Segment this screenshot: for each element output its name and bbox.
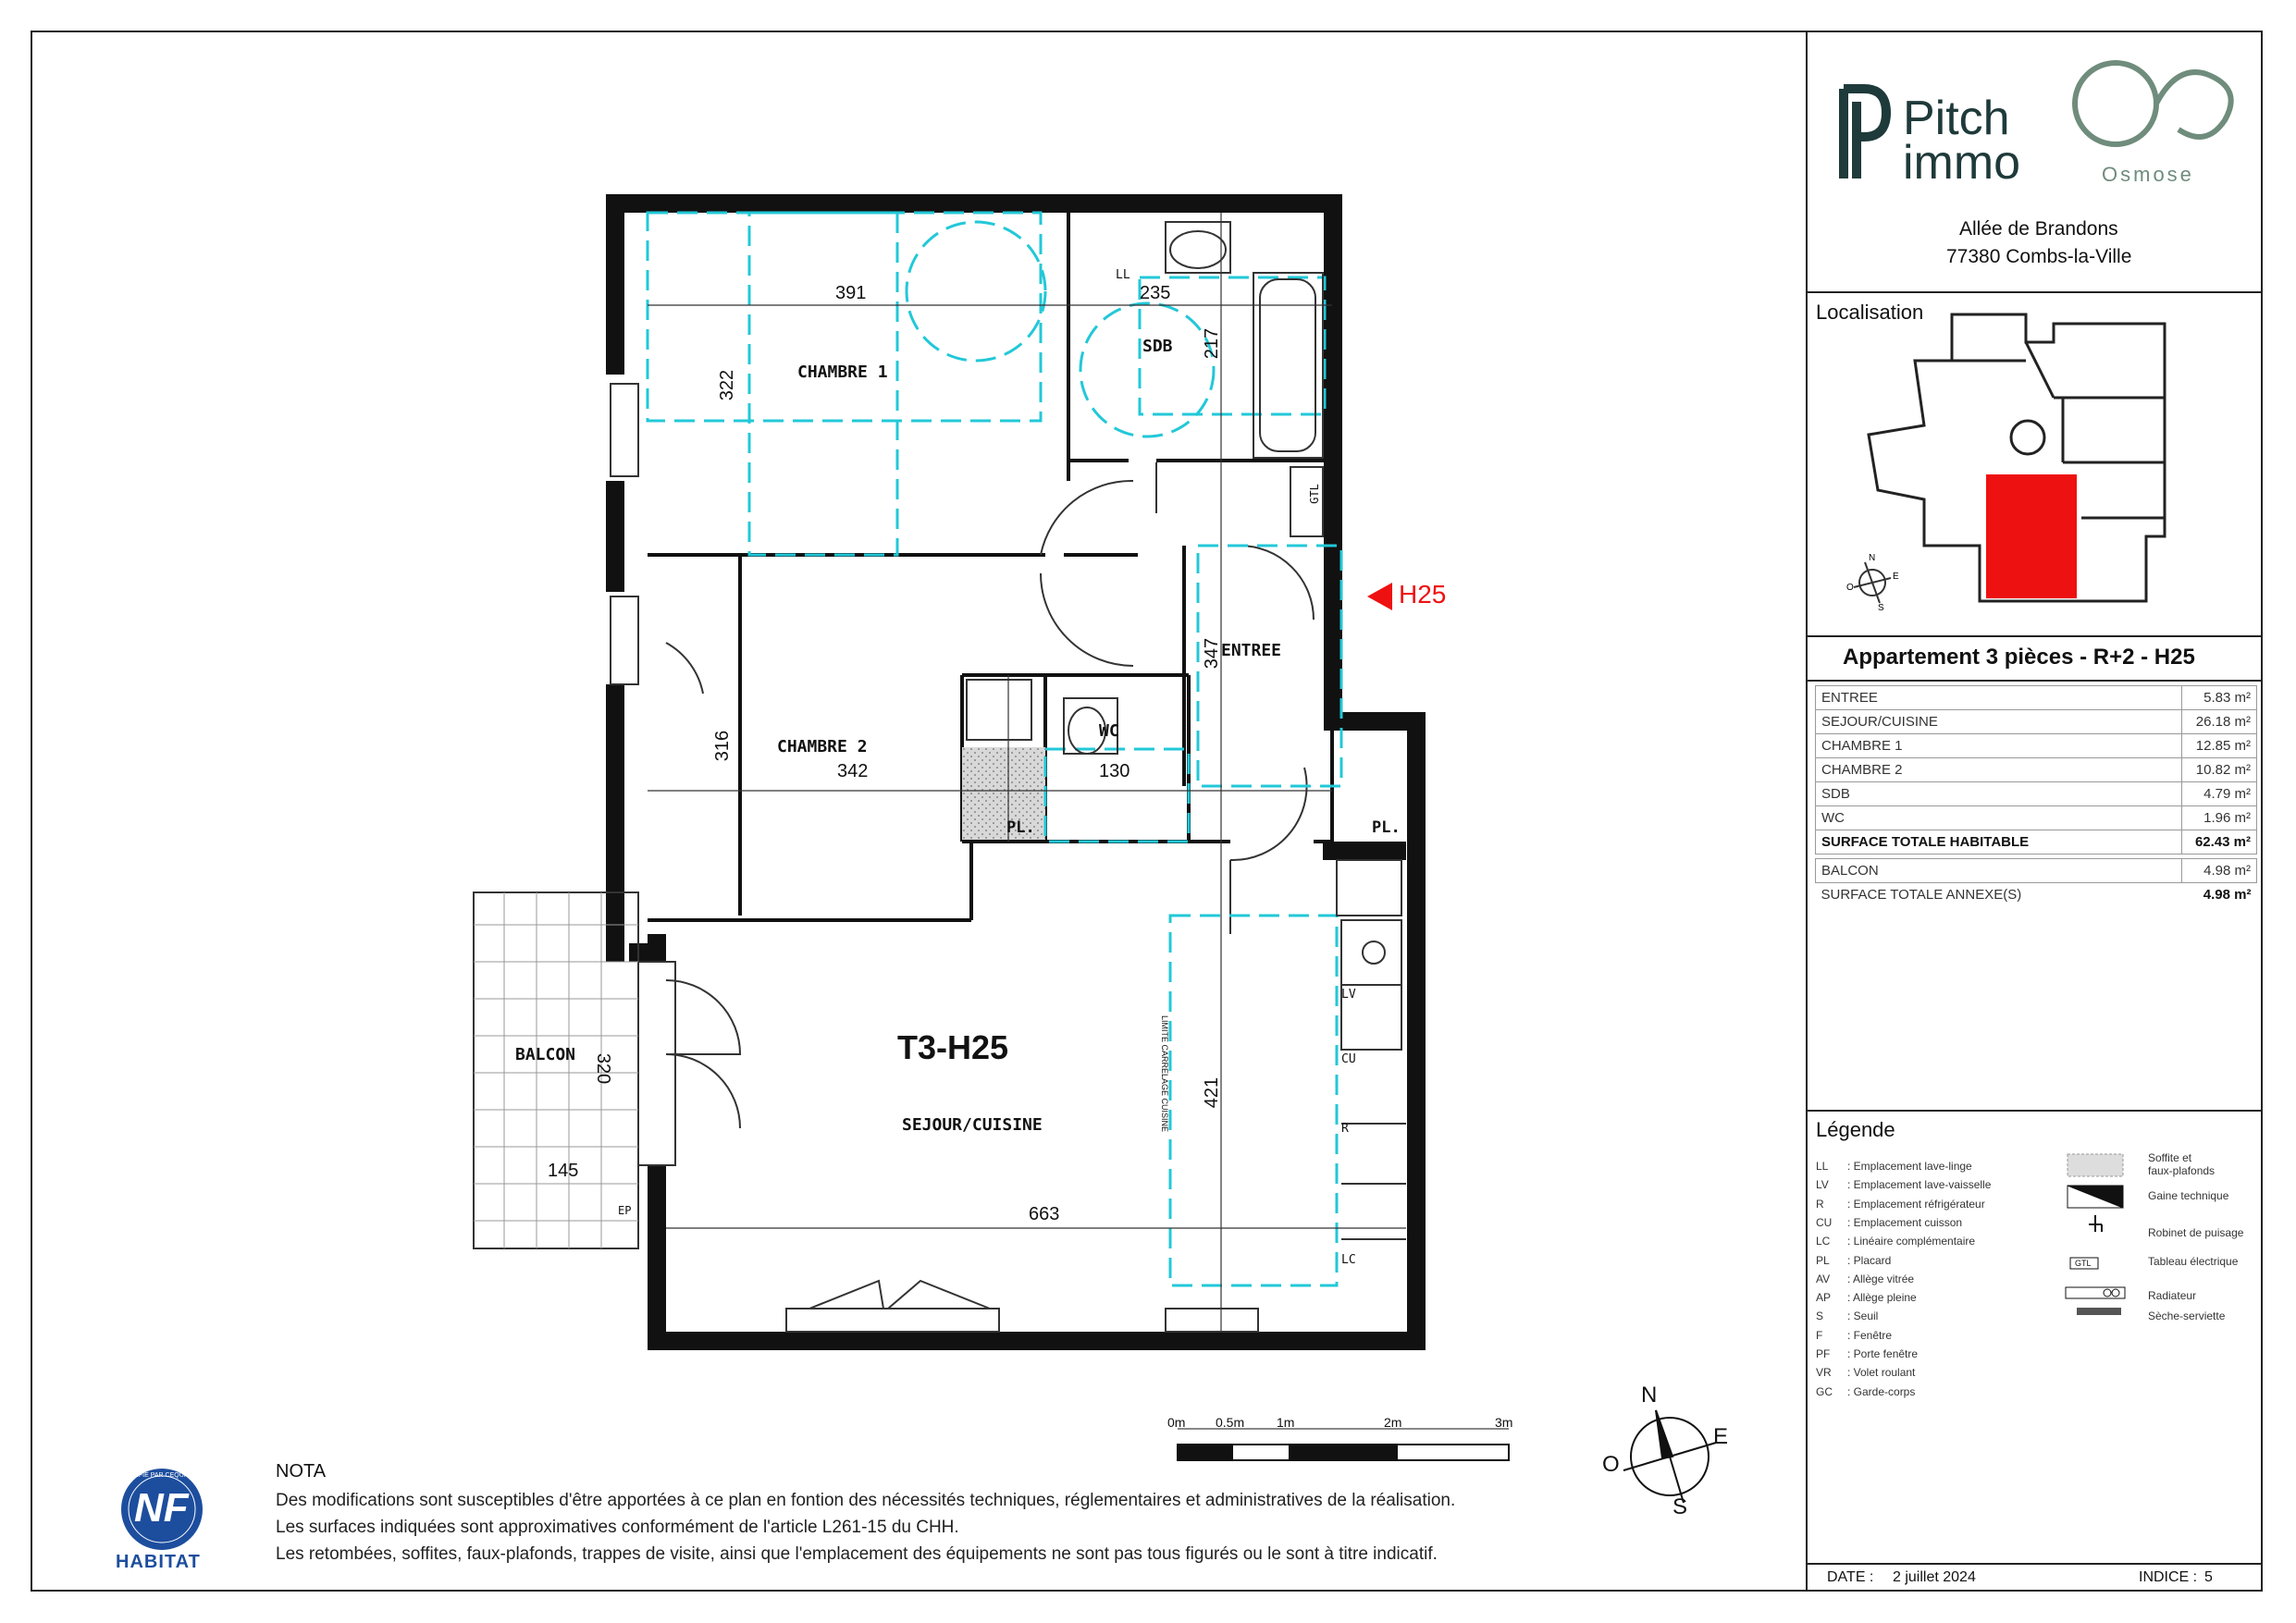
equip-cu: CU [1341,1052,1356,1066]
legend-text: : Emplacement réfrigérateur [1847,1197,1985,1211]
area-value: 12.85 m² [2182,734,2257,758]
legend-text: : Garde-corps [1847,1384,1916,1398]
equip-gtl: GTL [1307,484,1321,504]
area-label: CHAMBRE 1 [1816,734,2182,758]
compass-o: O [1602,1452,1620,1477]
brand-name-line2: immo [1903,136,2021,190]
total-annexe-label: SURFACE TOTALE ANNEXE(S) [1821,887,2022,903]
legend-abbr: F [1816,1328,1823,1342]
compass-e: E [1713,1424,1729,1449]
gtl-legend-label: GTL [2075,1259,2092,1268]
localisation-compass-s: S [1878,603,1884,613]
legend-symbol-tableau: Tableau électrique [2148,1255,2239,1268]
limit-note: LIMITE CARRELAGE CUISINE [1160,1014,1170,1133]
wall-segment [1323,842,1406,860]
legend-symbol-radiateur: Radiateur [2148,1289,2197,1302]
legend-text: : Seuil [1847,1309,1879,1323]
area-value: 4.79 m² [2182,782,2257,806]
legend-symbol-soffite: Soffite et [2148,1151,2192,1164]
scale-bar [1178,1429,1509,1460]
compass-s: S [1673,1494,1688,1519]
annex-label: BALCON [1816,859,2182,883]
scale-label-0: 0m [1167,1415,1186,1430]
dim-145: 145 [548,1161,579,1181]
equip-ll: LL [1116,268,1130,282]
legend-abbr: LC [1816,1235,1831,1248]
equip-r: R [1341,1122,1349,1136]
room-wc: WC [1099,721,1119,741]
date-value: 2 juillet 2024 [1893,1569,1976,1585]
address-line1: Allée de Brandons [1959,218,2118,240]
room-chambre1: CHAMBRE 1 [797,363,888,382]
nota-line-2: Les surfaces indiquées sont approximatives conformément de l'article L261-15 du CHH. [276,1518,959,1537]
legend-text: : Fenêtre [1847,1328,1893,1342]
dim-347: 347 [1202,637,1223,670]
dim-320: 320 [593,1052,614,1085]
area-value: 10.82 m² [2182,758,2257,782]
area-label: SEJOUR/CUISINE [1816,710,2182,734]
room-sdb: SDB [1142,337,1173,356]
equip-lc: LC [1341,1253,1356,1267]
localisation-compass-o: O [1846,583,1854,593]
entry-arrow-icon [1367,583,1392,610]
room-balcon: BALCON [515,1045,576,1064]
area-label: WC [1816,806,2182,830]
brand-name-line1: Pitch [1903,92,2010,145]
partner-brand-name: Osmose [2102,163,2194,186]
total-habitable-label: SURFACE TOTALE HABITABLE [1816,830,2182,855]
door-swings [666,462,1314,1309]
legend-text: : Volet roulant [1847,1366,1916,1380]
area-value: 26.18 m² [2182,710,2257,734]
legend-text: : Emplacement cuisson [1847,1215,1963,1229]
legend-text: : Linéaire complémentaire [1847,1235,1976,1248]
legend-text: : Placard [1847,1253,1892,1267]
legend-symbol-robinet: Robinet de puisage [2148,1226,2244,1239]
dim-663: 663 [1029,1204,1060,1224]
legend-text: : Allège pleine [1847,1291,1917,1305]
area-label: SDB [1816,782,2182,806]
index-label: INDICE : [2139,1569,2198,1585]
nota-line-3: Les retombées, soffites, faux-plafonds, trappes de visite, ainsi que l'emplacement des équipements ne sont pas tous figurés ou le sont à titre indicatif. [276,1544,1438,1564]
legend-symbol-soffite-2: faux-plafonds [2148,1164,2216,1177]
legend-text: : Allège vitrée [1847,1272,1915,1285]
legend-abbr: S [1816,1309,1824,1323]
scale-label-1: 1m [1277,1415,1295,1430]
date-label: DATE : [1827,1569,1874,1585]
dim-316: 316 [712,730,734,762]
dim-391: 391 [835,283,867,303]
placard-label-1: PL. [1006,818,1035,837]
dim-421: 421 [1202,1076,1223,1109]
legend-symbol-seche-serviette: Sèche-serviette [2148,1309,2226,1322]
legend-abbr: GC [1816,1384,1833,1398]
nota-line-1: Des modifications sont susceptibles d'être apportées à ce plan en fontion des nécessités techniques, réglementaires et administratives de la réalisation. [276,1491,1456,1510]
compass-rose-icon [1623,1410,1716,1503]
legend-text: : Emplacement lave-linge [1847,1160,1972,1173]
nf-ring-text: CERTIFIÉ PAR CEQUAMI [119,1472,196,1479]
legend-abbr: R [1816,1197,1824,1211]
legend-abbr: LV [1816,1178,1829,1192]
area-value: 1.96 m² [2182,806,2257,830]
nota-title: NOTA [276,1461,327,1482]
localisation-title: Localisation [1816,301,1924,324]
placard-label-2: PL. [1372,818,1401,837]
windows [611,384,1258,1332]
dim-342: 342 [837,761,869,781]
unit-name: T3-H25 [897,1028,1009,1066]
dim-322: 322 [717,369,738,401]
equip-lv: LV [1341,988,1356,1002]
address-line2: 77380 Combs-la-Ville [1946,246,2132,267]
scale-label-05: 0.5m [1216,1415,1245,1430]
total-habitable-value: 62.43 m² [2182,830,2257,855]
index-value: 5 [2204,1569,2213,1585]
room-chambre2: CHAMBRE 2 [777,737,868,756]
legend-abbr: LL [1816,1160,1829,1173]
scale-label-3: 3m [1495,1415,1513,1430]
legend-abbr: AP [1816,1291,1832,1305]
annex-value: 4.98 m² [2182,859,2257,883]
area-label: ENTREE [1816,686,2182,710]
scale-label-2: 2m [1384,1415,1402,1430]
entry-marker-label: H25 [1399,580,1447,609]
legend-abbr: VR [1816,1366,1832,1380]
legend-symbol-gaine: Gaine technique [2148,1189,2229,1202]
legend-abbr: AV [1816,1272,1831,1285]
nf-mark: NF [134,1485,189,1531]
dim-130: 130 [1099,761,1130,781]
room-entree: ENTREE [1221,641,1282,660]
apartment-title: Appartement 3 pièces - R+2 - H25 [1843,645,2195,670]
area-label: CHAMBRE 2 [1816,758,2182,782]
dim-235: 235 [1140,283,1171,303]
legend-abbr: PL [1816,1253,1830,1267]
equip-ep: EP [618,1204,632,1217]
compass-n: N [1641,1383,1658,1408]
legend-text: : Emplacement lave-vaisselle [1847,1178,1992,1192]
legend-abbr: PF [1816,1347,1831,1360]
total-annexe-value: 4.98 m² [2203,887,2252,903]
legend-title: Légende [1816,1118,1895,1141]
legend-text: : Porte fenêtre [1847,1347,1919,1360]
room-sejour: SEJOUR/CUISINE [902,1115,1043,1135]
area-value: 5.83 m² [2182,686,2257,710]
legend-abbr: CU [1816,1215,1833,1229]
nf-habitat-label: HABITAT [116,1552,201,1572]
localisation-compass-n: N [1869,553,1876,563]
localisation-compass-e: E [1893,572,1899,582]
dim-217: 217 [1202,327,1223,360]
